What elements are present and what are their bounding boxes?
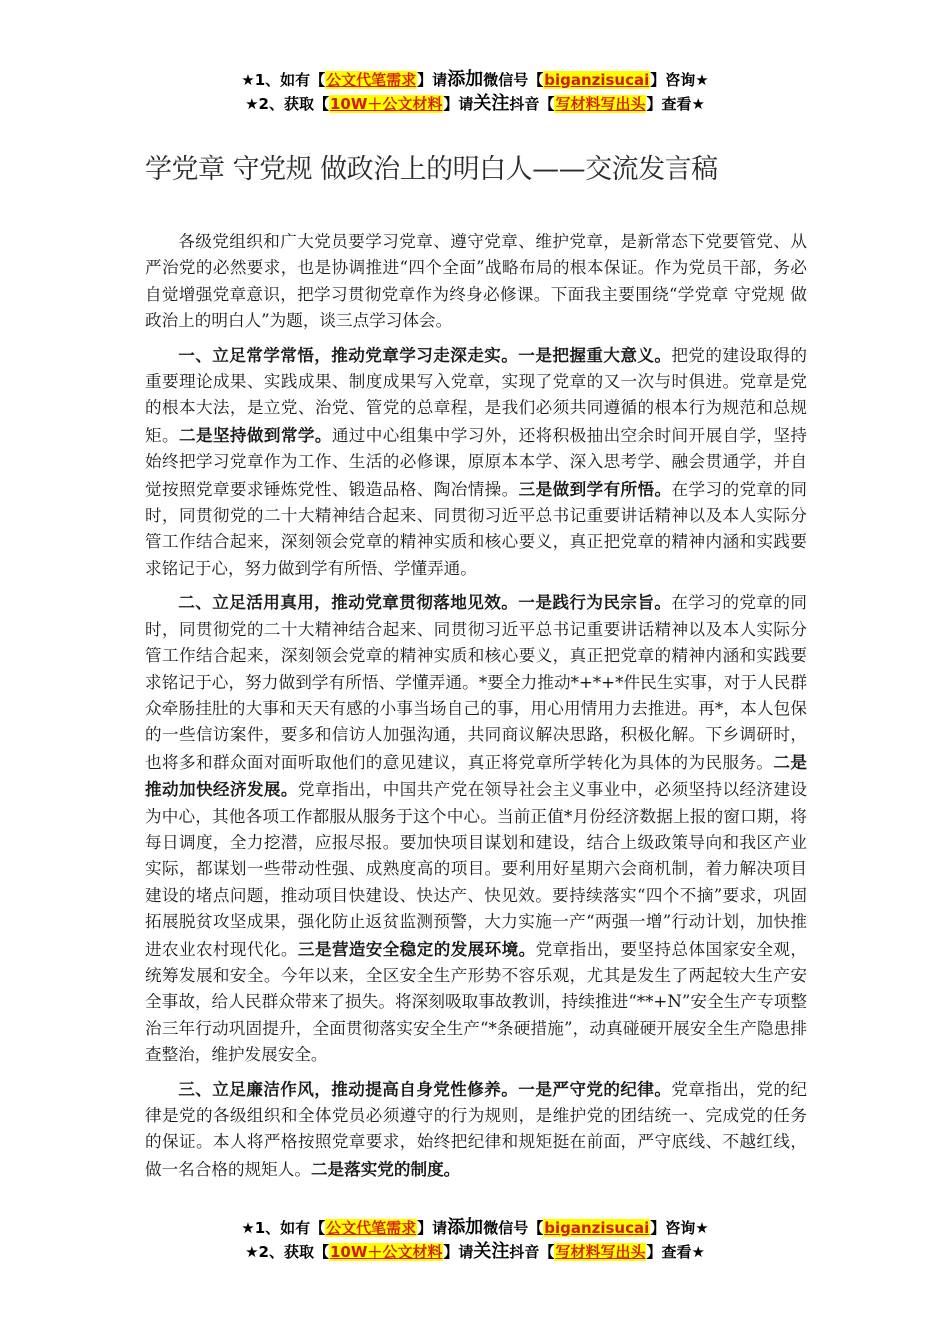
promo-line-2: ★2、获取【10W＋公文材料】请关注抖音【写材料写出头】查看★: [245, 1241, 705, 1262]
highlight-douyin-account: 写材料写出头: [555, 95, 646, 113]
paragraph-section-1: 一、立足常学常悟，推动党章学习走深走实。一是把握重大意义。把党的建设取得的重要理论成果、实践成果、制度成果写入党章，实现了党章的又一次与时俱进。党章是党的根本大法，是立党、治党、管党的总章程，是我们必须共同遵循的根本行为规范和总规矩。二是坚持做到常学。通过中心组集中学习外，还将积极抽出空余时间开展自学，坚持始终把学习党章作为工作、生活的必修课，原原本本学、深入思考学、融会贯通学，并自觉按照党章要求锤炼党性、锻造品格、陶冶情操。三是做到学有所悟。在学习的党章的同时，同贯彻党的二十大精神结合起来、同贯彻习近平总书记重要讲话精神以及本人实际分管工作结合起来，深刻领会党章的精神实质和核心要义，真正把党章的精神内涵和实践要求铭记于心，努力做到学有所悟、学懂弄通。: [145, 344, 808, 578]
highlight-service: 公文代笔需求: [326, 1219, 417, 1237]
document-title: 学党章 守党规 做政治上的明白人——交流发言稿: [145, 154, 718, 185]
document-body: [145, 229, 807, 1190]
paragraph-section-3: 三、立足廉洁作风，推动提高自身党性修养。一是严守党的纪律。党章指出，党的纪律是党的各级组织和全体党员必须遵守的行为规则，是维护党的团结统一、完成党的任务的保证。本人将严格按照党章要求，始终把纪律和规矩挺在前面，严守底线、不越红线，做一名合格的规矩人。二是落实党的制度。: [145, 1078, 808, 1179]
highlight-douyin-account: 写材料写出头: [555, 1243, 646, 1261]
highlight-service: 公文代笔需求: [326, 71, 417, 89]
promo-line-2: ★2、获取【10W＋公文材料】请关注抖音【写材料写出头】查看★: [245, 93, 705, 114]
highlight-wechat-id: biganzisucai: [544, 71, 650, 89]
promo-line-1: ★1、如有【公文代笔需求】请添加微信号【biganzisucai】咨询★: [241, 1217, 709, 1238]
paragraph-section-2: 二、立足活用真用，推动党章贯彻落地见效。一是践行为民宗旨。在学习的党章的同时，同贯彻党的二十大精神结合起来、同贯彻习近平总书记重要讲话精神以及本人实际分管工作结合起来，深刻领会党章的精神实质和核心要义，真正把党章的精神内涵和实践要求铭记于心，努力做到学有所悟、学懂弄通。*要全力推动*+*+*件民生实事，对于人民群众牵肠挂肚的大事和天天有感的小事当场自己的事，用心用情用力去推进。再*，本人包保的一些信访案件，要多和信访人加强沟通，共同商议解决思路，积极化解。下乡调研时，也将多和群众面对面听取他们的意见建议，真正将党章所学转化为具体的为民服务。二是推动加快经济发展。党章指出，中国共产党在领导社会主义事业中，必须坚持以经济建设为中心，其他各项工作都服从服务于这个中心。当前正值*月份经济数据上报的窗口期，将每日调度，全力挖潜，应报尽报。要加快项目谋划和建设，结合上级政策导向和我区产业实际，都谋划一些带动性强、成熟度高的项目。要利用好星期六会商机制，着力解决项目建设的堵点问题，推动项目快建设、快达产、快见效。要持续落实“四个不摘”要求，巩固拓展脱贫攻坚成果，强化防止返贫监测预警，大力实施一产“两强一增”行动计划，加快推进农业农村现代化。三是营造安全稳定的发展环境。党章指出，要坚持总体国家安全观，统筹发展和安全。今年以来，全区安全生产形势不容乐观，尤其是发生了两起较大生产安全事故，给人民群众带来了损失。将深刻吸取事故教训，持续推进“**+N”安全生产专项整治三年行动巩固提升，全面贯彻落实安全生产“*条硬措施”，动真碰硬开展安全生产隐患排查整治，维护发展安全。: [145, 592, 808, 1065]
highlight-materials: 10W＋公文材料: [329, 1243, 443, 1261]
paragraph-intro: 各级党组织和广大党员要学习党章、遵守党章、维护党章，是新常态下党要管党、从严治党的必然要求，也是协调推进“四个全面”战略布局的根本保证。作为党员干部，务必自觉增强党章意识，把学习贯彻党章作为终身必修课。下面我主要围绕“学党章 守党规 做政治上的明白人”为题，谈三点学习体会。: [145, 232, 807, 331]
highlight-wechat-id: biganzisucai: [544, 1219, 650, 1237]
promo-banner-top: [0, 68, 950, 116]
promo-banner-bottom: [0, 1216, 950, 1264]
highlight-materials: 10W＋公文材料: [329, 95, 443, 113]
promo-line-1: ★1、如有【公文代笔需求】请添加微信号【biganzisucai】咨询★: [241, 69, 709, 90]
